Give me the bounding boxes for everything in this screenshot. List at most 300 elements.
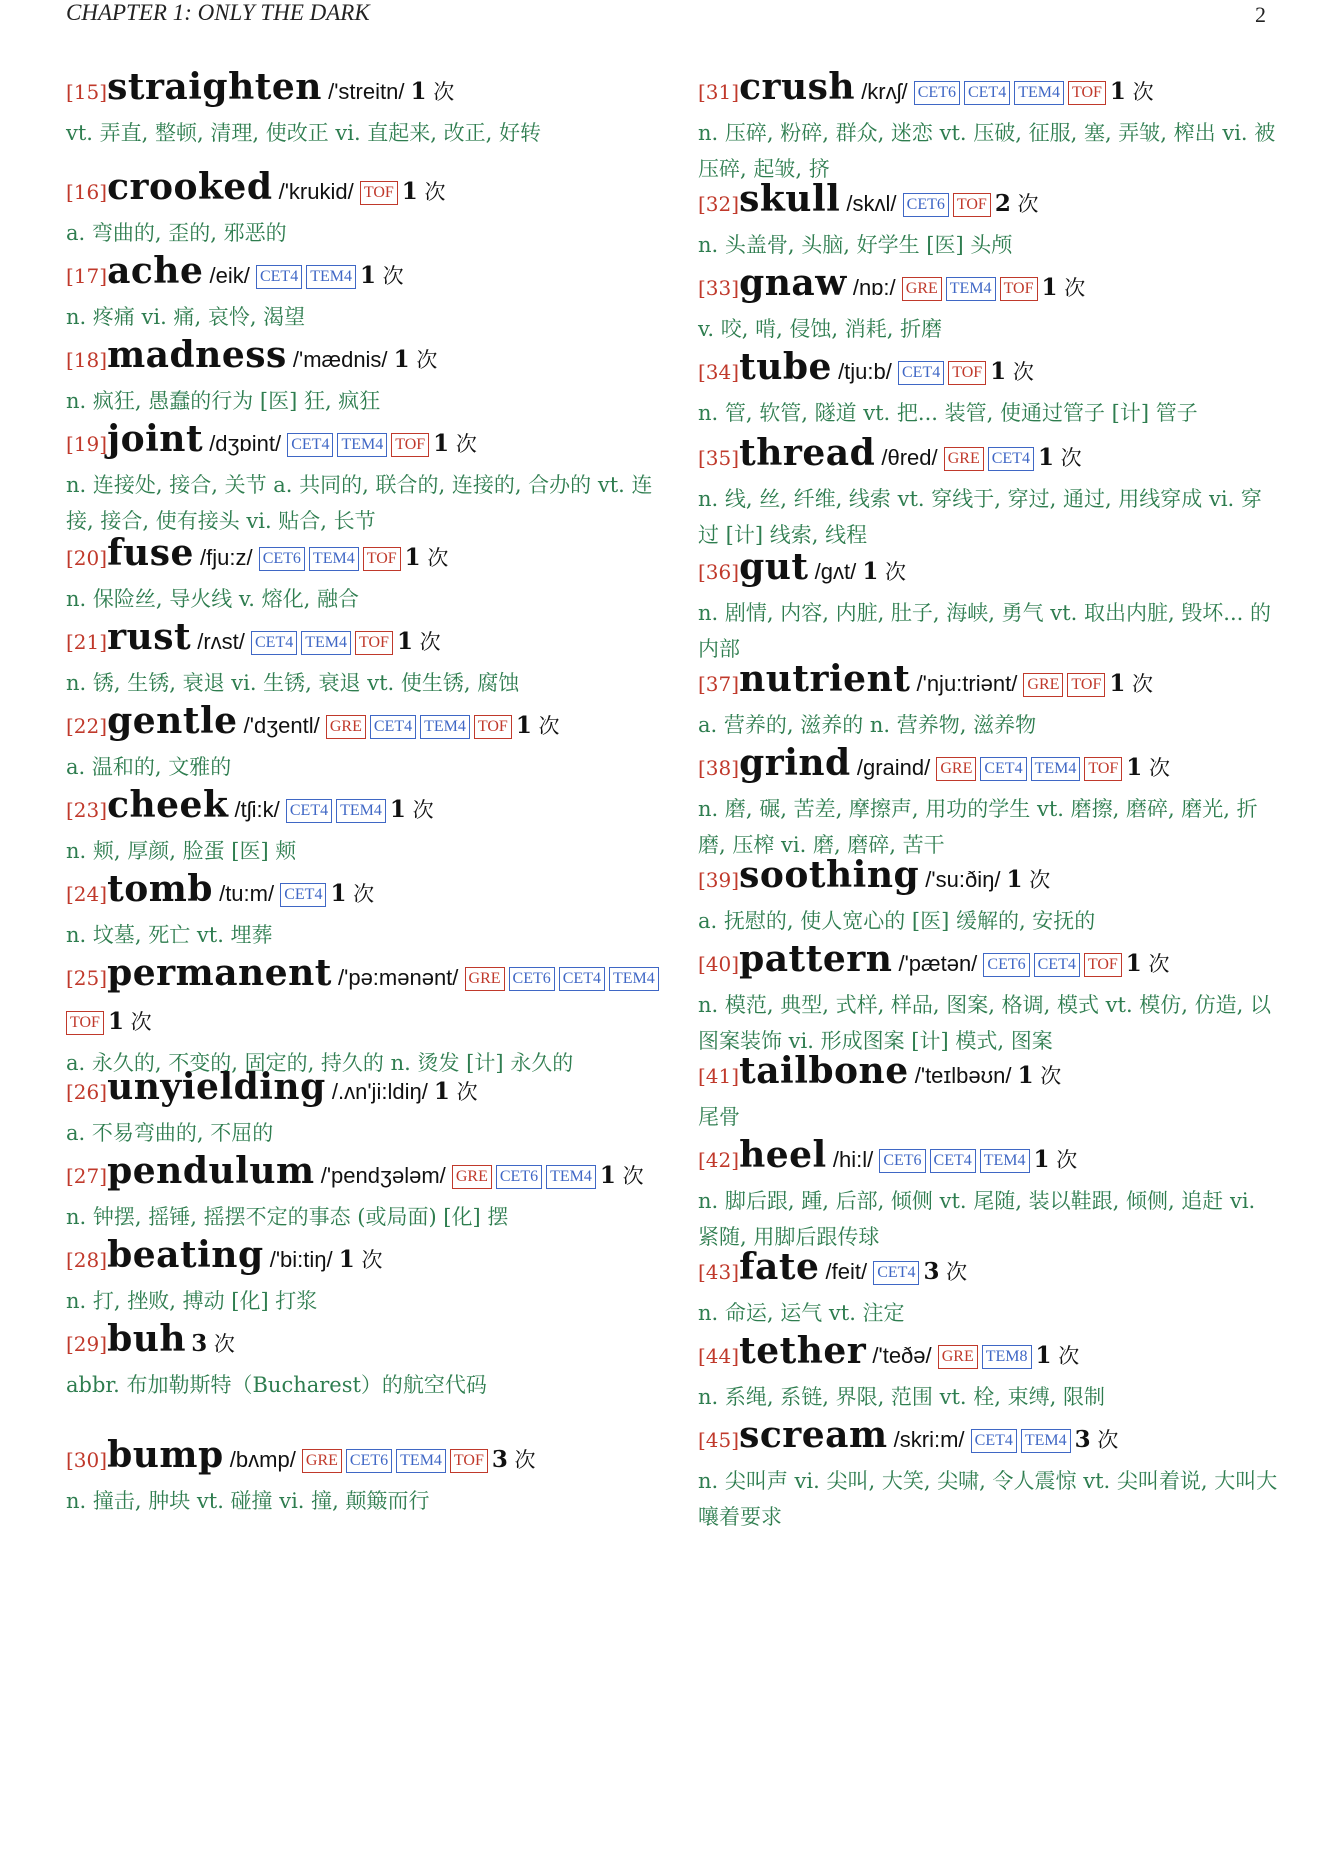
entry-headline (698, 1414, 1278, 1463)
entry-phonetic: /'teðə/ (866, 1343, 938, 1368)
exam-tag-tem4: TEM4 (980, 1149, 1030, 1173)
entry-word: rust (107, 616, 192, 658)
entry-index: [22] (66, 714, 108, 738)
entry-index: [18] (66, 348, 108, 372)
frequency-count: 1 (396, 628, 413, 655)
exam-tag-cet4: CET4 (980, 757, 1026, 781)
frequency-count: 1 (1125, 950, 1142, 977)
entry-phonetic: /tju:b/ (831, 359, 898, 384)
entry-index: [35] (698, 446, 740, 470)
entry-definition: n. 剧情, 内容, 内脏, 肚子, 海峡, 勇气 vt. 取出内脏, 毁坏... 的内部 (698, 601, 1272, 661)
exam-tag-tof: TOF (363, 547, 401, 571)
entry-frequency: 3 次 (191, 1330, 235, 1357)
frequency-count: 1 (393, 346, 410, 373)
entry-index: [17] (66, 264, 108, 288)
exam-tag-tem4: TEM4 (306, 265, 356, 289)
exam-tag-gre: GRE (944, 447, 984, 471)
entry-headline (698, 658, 1278, 707)
entry-phonetic: /'bi:tiŋ/ (263, 1247, 339, 1272)
entry-frequency: 1 次 (393, 346, 438, 373)
frequency-count: 1 (990, 358, 1007, 385)
entry-word: fuse (107, 532, 194, 574)
entry-index: [28] (66, 1248, 108, 1272)
entry-definition: n. 压碎, 粉碎, 群众, 迷恋 vt. 压破, 征服, 塞, 弄皱, 榨出 vi. 被压碎, 起皱, 挤 (698, 121, 1276, 181)
entry-index: [33] (698, 276, 740, 300)
entry-headline (66, 784, 666, 833)
entry-definition: v. 咬, 啃, 侵蚀, 消耗, 折磨 (698, 317, 943, 341)
vocab-entry (698, 66, 1278, 187)
entry-frequency: 1 次 (433, 1078, 478, 1105)
vocab-entry (698, 546, 1278, 667)
entry-frequency: 3 次 (923, 1258, 968, 1285)
entry-index: [41] (698, 1064, 740, 1088)
entry-phonetic: /fju:z/ (193, 545, 259, 570)
entry-phonetic: /'pætən/ (892, 951, 984, 976)
entry-definition: n. 磨, 碾, 苦差, 摩擦声, 用功的学生 vt. 磨擦, 磨碎, 磨光, 折磨, 压榨 vi. 磨, 磨碎, 苦干 (698, 797, 1258, 857)
entry-headline (66, 1150, 666, 1199)
exam-tag-cet6: CET6 (509, 967, 555, 991)
entry-index: [32] (698, 192, 740, 216)
exam-tag-tem4: TEM4 (420, 715, 470, 739)
entry-frequency: 1 次 (1126, 754, 1170, 781)
frequency-count: 1 (410, 78, 427, 105)
entry-frequency: 1 次 (1033, 1146, 1078, 1173)
frequency-count: 1 (330, 880, 347, 907)
vocab-entry (698, 1246, 1278, 1331)
entry-definition: a. 抚慰的, 使人宽心的 [医] 缓解的, 安抚的 (698, 909, 1096, 933)
vocab-entry (698, 1414, 1278, 1535)
entry-phonetic: /'mædnis/ (286, 347, 394, 372)
entry-definition: vt. 弄直, 整顿, 清理, 使改正 vi. 直起来, 改正, 好转 (66, 121, 542, 145)
entry-frequency: 3 次 (491, 1446, 536, 1473)
vocab-entry (66, 1434, 666, 1519)
entry-headline (66, 1434, 666, 1483)
entry-word: straighten (107, 66, 322, 108)
entry-headline (698, 938, 1278, 987)
exam-tag-tem4: TEM4 (946, 277, 996, 301)
entry-index: [42] (698, 1148, 740, 1172)
entry-phonetic: /tu:m/ (212, 881, 281, 906)
entry-frequency: 1 次 (401, 178, 446, 205)
vocab-entry (698, 178, 1278, 263)
entry-word: pendulum (107, 1150, 315, 1192)
vocab-entry (66, 1066, 666, 1151)
entry-headline (66, 418, 666, 467)
exam-tag-cet4: CET4 (286, 799, 332, 823)
entry-definition: n. 打, 挫败, 搏动 [化] 打浆 (66, 1289, 318, 1313)
entry-definition: n. 模范, 典型, 式样, 样品, 图案, 格调, 模式 vt. 模仿, 仿造, 以图案装饰 vi. 形成图案 [计] 模式, 图案 (698, 993, 1272, 1053)
entry-definition: n. 命运, 运气 vt. 注定 (698, 1301, 905, 1325)
entry-phonetic: /'pə:mənənt/ (331, 965, 465, 990)
vocab-entry (698, 262, 1278, 347)
entry-index: [15] (66, 80, 108, 104)
exam-tag-gre: GRE (938, 1345, 978, 1369)
entry-word: buh (107, 1318, 187, 1360)
exam-tag-cet4: CET4 (559, 967, 605, 991)
exam-tag-tem4: TEM4 (301, 631, 351, 655)
entry-phonetic: /'su:ðiŋ/ (919, 867, 1007, 892)
entry-index: [21] (66, 630, 108, 654)
entry-word: heel (739, 1134, 827, 1176)
entry-headline (698, 1246, 1278, 1295)
exam-tag-cet6: CET6 (879, 1149, 925, 1173)
entry-headline (66, 868, 666, 917)
entry-definition: n. 坟墓, 死亡 vt. 埋葬 (66, 923, 273, 947)
exam-tag-gre: GRE (302, 1449, 342, 1473)
exam-tag-tof: TOF (1067, 673, 1105, 697)
exam-tag-tof: TOF (1068, 81, 1106, 105)
entry-phonetic: /'krukid/ (272, 179, 360, 204)
exam-tag-cet4: CET4 (251, 631, 297, 655)
entry-index: [38] (698, 756, 740, 780)
entry-definition: n. 系绳, 系链, 界限, 范围 vt. 栓, 束缚, 限制 (698, 1385, 1105, 1409)
entry-index: [25] (66, 966, 108, 990)
exam-tag-cet4: CET4 (256, 265, 302, 289)
entry-word: gut (739, 546, 809, 588)
entry-phonetic: /θred/ (875, 445, 944, 470)
entry-index: [23] (66, 798, 108, 822)
exam-tag-cet4: CET4 (971, 1429, 1017, 1453)
entry-headline (698, 742, 1278, 791)
vocab-entry (698, 1134, 1278, 1255)
entry-headline (66, 616, 666, 665)
chapter-title: CHAPTER 1: ONLY THE DARK (66, 0, 370, 25)
entry-phonetic: /feit/ (819, 1259, 874, 1284)
entry-word: soothing (739, 854, 920, 896)
frequency-count: 1 (389, 796, 406, 823)
entry-phonetic: /'dʒentl/ (237, 713, 326, 738)
exam-tag-cet4: CET4 (873, 1261, 919, 1285)
exam-tag-tem4: TEM4 (396, 1449, 446, 1473)
vocab-entry (698, 854, 1278, 939)
vocab-entry (66, 1234, 666, 1319)
entry-definition: n. 线, 丝, 纤维, 线索 vt. 穿线于, 穿过, 通过, 用线穿成 vi. 穿过 [计] 线索, 线程 (698, 487, 1262, 547)
exam-tag-cet6: CET6 (983, 953, 1029, 977)
entry-word: joint (107, 418, 204, 460)
entry-frequency: 1 次 (1017, 1062, 1062, 1089)
exam-tag-tem4: TEM4 (1014, 81, 1064, 105)
entry-frequency: 1 次 (1109, 78, 1154, 105)
vocab-entry (66, 418, 666, 539)
entry-index: [31] (698, 80, 740, 104)
vocab-entry (66, 334, 666, 419)
vocab-entry (698, 432, 1278, 553)
frequency-count: 1 (404, 544, 421, 571)
entry-index: [43] (698, 1260, 740, 1284)
vocab-entry (66, 616, 666, 701)
entry-word: tether (739, 1330, 867, 1372)
entry-frequency: 1 次 (1037, 444, 1082, 471)
entry-definition: n. 脚后跟, 踵, 后部, 倾侧 vt. 尾随, 装以鞋跟, 倾侧, 追赶 vi. 紧随, 用脚后跟传球 (698, 1189, 1256, 1249)
entry-phonetic: /'teɪlbəʊn/ (908, 1063, 1018, 1088)
entry-word: skull (739, 178, 841, 220)
entry-definition: n. 头盖骨, 头脑, 好学生 [医] 头颅 (698, 233, 1013, 257)
entry-phonetic: /eik/ (203, 263, 256, 288)
entry-index: [36] (698, 560, 740, 584)
entry-word: tailbone (739, 1050, 909, 1092)
frequency-count: 1 (1035, 1342, 1052, 1369)
exam-tag-cet4: CET4 (930, 1149, 976, 1173)
entry-index: [16] (66, 180, 108, 204)
vocab-entry (698, 658, 1278, 743)
vocab-entry (698, 938, 1278, 1059)
vocab-entry (698, 346, 1278, 431)
entry-phonetic: /tʃi:k/ (228, 797, 286, 822)
exam-tag-cet6: CET6 (259, 547, 305, 571)
entry-word: bump (107, 1434, 224, 1476)
entry-phonetic: /'pendʒələm/ (314, 1163, 452, 1188)
frequency-count: 1 (338, 1246, 355, 1273)
entry-phonetic: /gʌt/ (808, 559, 863, 584)
entry-definition: n. 尖叫声 vi. 尖叫, 大笑, 尖啸, 令人震惊 vt. 尖叫着说, 大叫大嚷着要求 (698, 1469, 1278, 1529)
vocab-entry (66, 868, 666, 953)
entry-index: [37] (698, 672, 740, 696)
exam-tag-tof: TOF (355, 631, 393, 655)
entry-frequency: 1 次 (1041, 274, 1086, 301)
entry-definition: n. 锈, 生锈, 衰退 vi. 生锈, 衰退 vt. 使生锈, 腐蚀 (66, 671, 520, 695)
entry-word: fate (739, 1246, 820, 1288)
frequency-count: 3 (1074, 1426, 1091, 1453)
entry-index: [44] (698, 1344, 740, 1368)
vocab-entry (66, 1318, 666, 1403)
entry-word: madness (107, 334, 287, 376)
frequency-count: 1 (1109, 670, 1126, 697)
entry-definition: n. 保险丝, 导火线 v. 熔化, 融合 (66, 587, 359, 611)
exam-tag-tof: TOF (1084, 757, 1122, 781)
entry-phonetic: /'nju:triənt/ (910, 671, 1024, 696)
frequency-count: 1 (1033, 1146, 1050, 1173)
entry-word: gnaw (739, 262, 847, 304)
entry-definition: a. 弯曲的, 歪的, 邪恶的 (66, 221, 287, 245)
exam-tag-cet6: CET6 (346, 1449, 392, 1473)
exam-tag-tem8: TEM8 (982, 1345, 1032, 1369)
exam-tag-cet4: CET4 (287, 433, 333, 457)
exam-tag-tof: TOF (66, 1011, 104, 1035)
frequency-count: 1 (1126, 754, 1143, 781)
entry-frequency: 1 次 (330, 880, 375, 907)
page-number: 2 (1255, 2, 1266, 27)
frequency-count: 1 (515, 712, 532, 739)
exam-tag-cet6: CET6 (903, 193, 949, 217)
exam-tag-gre: GRE (936, 757, 976, 781)
entry-phonetic: /dʒɒint/ (203, 431, 288, 456)
frequency-count: 1 (1109, 78, 1126, 105)
exam-tag-tem4: TEM4 (1021, 1429, 1071, 1453)
vocab-entry (66, 250, 666, 335)
vocab-entry (66, 66, 666, 151)
entry-index: [34] (698, 360, 740, 384)
entry-headline (66, 1066, 666, 1115)
vocab-entry (698, 1330, 1278, 1415)
entry-frequency: 1 次 (107, 1008, 152, 1035)
entry-word: unyielding (107, 1066, 326, 1108)
frequency-count: 1 (433, 1078, 450, 1105)
entry-frequency: 1 次 (862, 558, 907, 585)
entry-frequency: 1 次 (1006, 866, 1051, 893)
entry-word: tube (739, 346, 832, 388)
entry-frequency: 1 次 (396, 628, 441, 655)
entry-phonetic: /hi:l/ (826, 1147, 880, 1172)
entry-phonetic: /skʌl/ (840, 191, 903, 216)
entry-frequency: 1 次 (1125, 950, 1170, 977)
entry-definition: n. 连接处, 接合, 关节 a. 共同的, 联合的, 连接的, 合办的 vt. 连接, 接合, 使有接头 vi. 贴合, 长节 (66, 473, 653, 533)
entry-definition: abbr. 布加勒斯特（Bucharest）的航空代码 (66, 1373, 487, 1397)
entry-word: grind (739, 742, 851, 784)
entry-headline (698, 1134, 1278, 1183)
entry-index: [20] (66, 546, 108, 570)
entry-index: [40] (698, 952, 740, 976)
entry-headline (698, 546, 1278, 595)
entry-headline (66, 250, 666, 299)
exam-tag-tem4: TEM4 (1031, 757, 1081, 781)
entry-index: [45] (698, 1428, 740, 1452)
entry-index: [30] (66, 1448, 108, 1472)
vocab-entry (698, 742, 1278, 863)
entry-definition: n. 疼痛 vi. 痛, 哀怜, 渴望 (66, 305, 306, 329)
frequency-count: 1 (107, 1008, 124, 1035)
entry-word: tomb (107, 868, 213, 910)
entry-word: cheek (107, 784, 229, 826)
frequency-count: 1 (359, 262, 376, 289)
exam-tag-tof: TOF (474, 715, 512, 739)
entry-word: crooked (107, 166, 273, 208)
entry-definition: a. 不易弯曲的, 不屈的 (66, 1121, 274, 1145)
exam-tag-tem4: TEM4 (546, 1165, 596, 1189)
exam-tag-cet4: CET4 (964, 81, 1010, 105)
entry-phonetic: /skri:m/ (887, 1427, 971, 1452)
entry-index: [19] (66, 432, 108, 456)
exam-tag-cet6: CET6 (914, 81, 960, 105)
vocab-entry (66, 166, 666, 251)
entry-headline (698, 1050, 1278, 1099)
entry-index: [24] (66, 882, 108, 906)
entry-frequency: 1 次 (404, 544, 449, 571)
exam-tag-tof: TOF (953, 193, 991, 217)
frequency-count: 1 (401, 178, 418, 205)
exam-tag-gre: GRE (326, 715, 366, 739)
entry-frequency: 1 次 (599, 1162, 644, 1189)
exam-tag-tem4: TEM4 (309, 547, 359, 571)
entry-headline (66, 952, 666, 1045)
entry-word: scream (739, 1414, 888, 1456)
exam-tag-cet4: CET4 (898, 361, 944, 385)
entry-headline (66, 1318, 666, 1367)
entry-index: [39] (698, 868, 740, 892)
vocab-entry (66, 784, 666, 869)
entry-headline (66, 1234, 666, 1283)
entry-word: nutrient (739, 658, 911, 700)
entry-frequency: 1 次 (359, 262, 404, 289)
entry-definition: n. 钟摆, 摇锤, 摇摆不定的事态 (或局面) [化] 摆 (66, 1205, 509, 1229)
exam-tag-tem4: TEM4 (336, 799, 386, 823)
exam-tag-cet4: CET4 (1034, 953, 1080, 977)
frequency-count: 1 (1041, 274, 1058, 301)
entry-word: gentle (107, 700, 238, 742)
entry-headline (66, 334, 666, 383)
entry-phonetic: /graind/ (850, 755, 937, 780)
entry-frequency: 1 次 (410, 78, 455, 105)
exam-tag-gre: GRE (452, 1165, 492, 1189)
entry-definition: n. 管, 软管, 隧道 vt. 把... 装管, 使通过管子 [计] 管子 (698, 401, 1198, 425)
entry-frequency: 1 次 (1109, 670, 1154, 697)
entry-phonetic: /.ʌn'ji:ldiŋ/ (325, 1079, 434, 1104)
entry-frequency: 1 次 (515, 712, 560, 739)
entry-frequency: 1 次 (433, 430, 477, 457)
entry-headline (66, 532, 666, 581)
entry-phonetic: /bʌmp/ (223, 1447, 302, 1472)
exam-tag-tof: TOF (1084, 953, 1122, 977)
exam-tag-tem4: TEM4 (609, 967, 659, 991)
entry-frequency: 1 次 (338, 1246, 383, 1273)
vocab-entry (66, 1150, 666, 1235)
entry-frequency: 3 次 (1074, 1426, 1119, 1453)
entry-phonetic: /'streitn/ (321, 79, 411, 104)
entry-word: crush (739, 66, 856, 108)
entry-word: pattern (739, 938, 893, 980)
exam-tag-gre: GRE (1023, 673, 1063, 697)
vocab-entry (66, 952, 666, 1081)
entry-index: [29] (66, 1332, 108, 1356)
entry-word: permanent (107, 952, 332, 994)
entry-index: [26] (66, 1080, 108, 1104)
entry-word: beating (107, 1234, 264, 1276)
vocab-entry (66, 532, 666, 617)
frequency-count: 3 (923, 1258, 940, 1285)
entry-headline (698, 1330, 1278, 1379)
exam-tag-tem4: TEM4 (337, 433, 387, 457)
entry-headline (66, 166, 666, 215)
entry-index: [27] (66, 1164, 108, 1188)
entry-definition: a. 营养的, 滋养的 n. 营养物, 滋养物 (698, 713, 1037, 737)
frequency-count: 1 (1017, 1062, 1034, 1089)
entry-definition: n. 颊, 厚颜, 脸蛋 [医] 颊 (66, 839, 297, 863)
entry-headline (698, 346, 1278, 395)
frequency-count: 1 (1006, 866, 1023, 893)
entry-frequency: 1 次 (389, 796, 434, 823)
frequency-count: 3 (191, 1330, 208, 1357)
exam-tag-tof: TOF (360, 181, 398, 205)
exam-tag-tof: TOF (948, 361, 986, 385)
frequency-count: 1 (1037, 444, 1054, 471)
frequency-count: 1 (862, 558, 879, 585)
entry-frequency: 1 次 (1035, 1342, 1080, 1369)
exam-tag-gre: GRE (465, 967, 505, 991)
exam-tag-gre: GRE (902, 277, 942, 301)
exam-tag-cet4: CET4 (988, 447, 1034, 471)
entry-phonetic: /rʌst/ (191, 629, 251, 654)
exam-tag-tof: TOF (391, 433, 429, 457)
entry-definition: n. 疯狂, 愚蠢的行为 [医] 狂, 疯狂 (66, 389, 381, 413)
exam-tag-cet6: CET6 (496, 1165, 542, 1189)
vocab-entry (66, 700, 666, 785)
entry-definition: a. 永久的, 不变的, 固定的, 持久的 n. 烫发 [计] 永久的 (66, 1051, 574, 1075)
entry-headline (66, 700, 666, 749)
exam-tag-cet4: CET4 (370, 715, 416, 739)
exam-tag-tof: TOF (450, 1449, 488, 1473)
entry-headline (698, 432, 1278, 481)
exam-tag-tof: TOF (1000, 277, 1038, 301)
entry-headline (698, 854, 1278, 903)
entry-headline (698, 66, 1278, 115)
entry-definition: a. 温和的, 文雅的 (66, 755, 232, 779)
frequency-count: 1 (599, 1162, 616, 1189)
entry-word: ache (107, 250, 204, 292)
entry-definition: n. 撞击, 肿块 vt. 碰撞 vi. 撞, 颠簸而行 (66, 1489, 430, 1513)
entry-frequency: 2 次 (994, 190, 1039, 217)
entry-headline (698, 178, 1278, 227)
entry-headline (66, 66, 666, 115)
entry-phonetic: /krʌʃ/ (855, 79, 914, 104)
